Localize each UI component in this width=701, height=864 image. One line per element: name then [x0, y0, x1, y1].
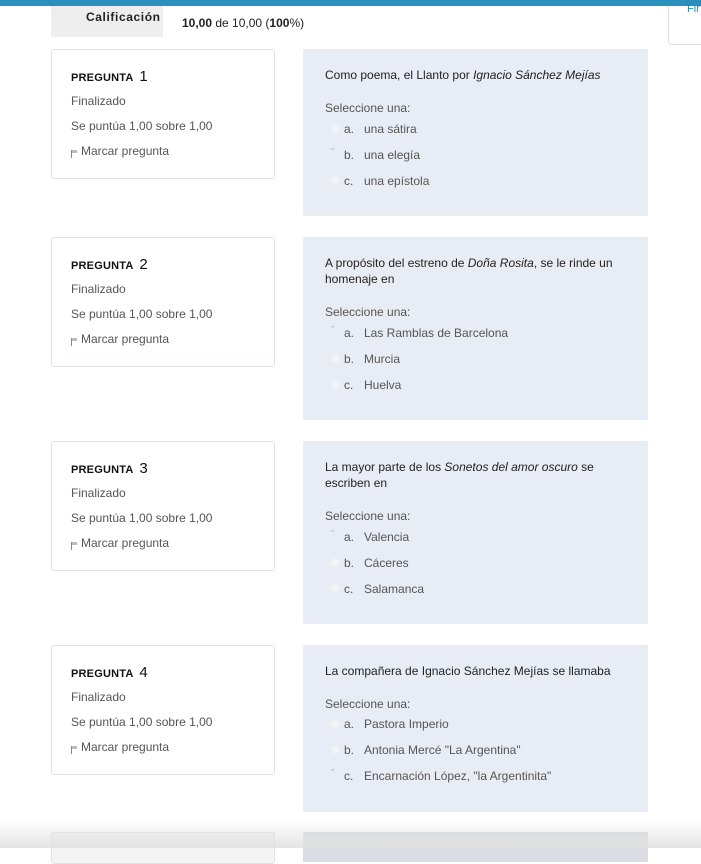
answer-text: Salamanca [364, 582, 425, 596]
question-text [325, 67, 630, 83]
question-label: PREGUNTA [71, 668, 134, 680]
answer-text: Cáceres [364, 556, 409, 570]
answer-letter: b. [344, 556, 355, 570]
flag-icon [71, 746, 78, 754]
answer-letter: c. [344, 174, 354, 188]
question-content [303, 49, 648, 216]
flag-question-label: Marcar pregunta [81, 536, 170, 550]
question-label: PREGUNTA [71, 72, 134, 84]
answer-letter: b. [344, 743, 355, 757]
answer-prompt: Seleccione una: [325, 697, 411, 711]
question-grade: Se puntúa 1,00 sobre 1,00 [71, 511, 213, 525]
bottom-fade [0, 820, 701, 848]
check-icon: ˇ [331, 325, 334, 335]
answer-text: una elegía [364, 148, 421, 162]
question-content [303, 441, 648, 624]
question-state: Finalizado [71, 282, 126, 296]
answer-text: Valencia [364, 530, 410, 544]
answer-text: Pastora Imperio [364, 717, 449, 731]
question-state: Finalizado [71, 94, 126, 108]
grade-value [182, 16, 304, 30]
radio-button [331, 354, 340, 363]
answer-letter: c. [344, 582, 354, 596]
grade-percent: 100 [269, 16, 290, 30]
flag-question-link[interactable] [71, 536, 169, 550]
answer-text: Huelva [364, 378, 402, 392]
answer-text: Las Ramblas de Barcelona [364, 326, 509, 340]
question-number-value: 1 [139, 68, 148, 85]
question-content [303, 645, 648, 812]
grade-score: 10,00 [182, 16, 213, 30]
finish-review-link[interactable]: Fir [687, 3, 700, 15]
answer-letter: a. [344, 717, 355, 731]
question-text-part: La mayor parte de los [325, 460, 445, 474]
flag-icon [71, 338, 78, 346]
flag-question-label: Marcar pregunta [81, 740, 170, 754]
question-info [51, 645, 275, 775]
question-number-value: 2 [139, 256, 148, 273]
question-info [51, 237, 275, 367]
answer-text: una epístola [364, 174, 430, 188]
question-number [71, 460, 148, 477]
question-state: Finalizado [71, 690, 126, 704]
question-text [325, 255, 630, 287]
flag-icon [71, 542, 78, 550]
question-info [51, 49, 275, 179]
question-grade: Se puntúa 1,00 sobre 1,00 [71, 119, 213, 133]
answer-letter: a. [344, 530, 355, 544]
answer-letter: c. [344, 378, 354, 392]
question-text-part: A propósito del estreno de [325, 256, 468, 270]
question-text-part: , se le rinde un homenaje en [325, 256, 613, 286]
answer-prompt: Seleccione una: [325, 305, 411, 319]
question-text [325, 459, 630, 491]
answer-text: una sátira [364, 122, 417, 136]
question-text-italic: Ignacio Sánchez Mejías [473, 68, 601, 82]
question-number [71, 68, 148, 85]
flag-question-link[interactable] [71, 740, 169, 754]
check-icon: ˇ [331, 529, 334, 539]
answer-prompt: Seleccione una: [325, 509, 411, 523]
question-text-part: Como poema, el Llanto por [325, 68, 474, 82]
answer-letter: b. [344, 148, 355, 162]
question-text-part: se escriben en [325, 460, 594, 490]
flag-question-link[interactable] [71, 332, 169, 346]
question-info [51, 441, 275, 571]
answer-text: Encarnación López, "la Argentinita" [364, 769, 552, 783]
question-number-value: 4 [139, 664, 148, 681]
question-text-part: La compañera de Ignacio Sánchez Mejías se llamaba [325, 664, 611, 678]
question-text-italic: Sonetos del amor oscuro [444, 460, 578, 474]
answer-text: Murcia [364, 352, 401, 366]
question-grade: Se puntúa 1,00 sobre 1,00 [71, 715, 213, 729]
question-grade: Se puntúa 1,00 sobre 1,00 [71, 307, 213, 321]
question-label: PREGUNTA [71, 260, 134, 272]
question-label: PREGUNTA [71, 464, 134, 476]
radio-button [331, 124, 340, 133]
flag-icon [71, 150, 78, 158]
grade-rest: de 10,00 ( [212, 16, 270, 30]
grade-label: Calificación [86, 10, 161, 24]
question-state: Finalizado [71, 486, 126, 500]
question-number [71, 664, 148, 681]
answer-prompt: Seleccione una: [325, 101, 411, 115]
answer-letter: b. [344, 352, 355, 366]
answer-letter: c. [344, 769, 354, 783]
flag-question-link[interactable] [71, 144, 169, 158]
radio-button [331, 745, 340, 754]
question-content [303, 237, 648, 420]
radio-button [331, 380, 340, 389]
check-icon: ˇ [331, 147, 334, 157]
answer-letter: a. [344, 326, 355, 340]
question-text [325, 663, 630, 679]
radio-button [331, 584, 340, 593]
question-number [71, 256, 148, 273]
grade-end: %) [289, 16, 305, 30]
radio-button [331, 176, 340, 185]
answer-text: Antonia Mercé "La Argentina" [364, 743, 521, 757]
question-number-value: 3 [139, 460, 148, 477]
radio-button [331, 719, 340, 728]
answer-letter: a. [344, 122, 355, 136]
flag-question-label: Marcar pregunta [81, 332, 170, 346]
check-icon: ˇ [331, 768, 334, 778]
question-text-italic: Doña Rosita [467, 256, 534, 270]
radio-button [331, 558, 340, 567]
flag-question-label: Marcar pregunta [81, 144, 170, 158]
